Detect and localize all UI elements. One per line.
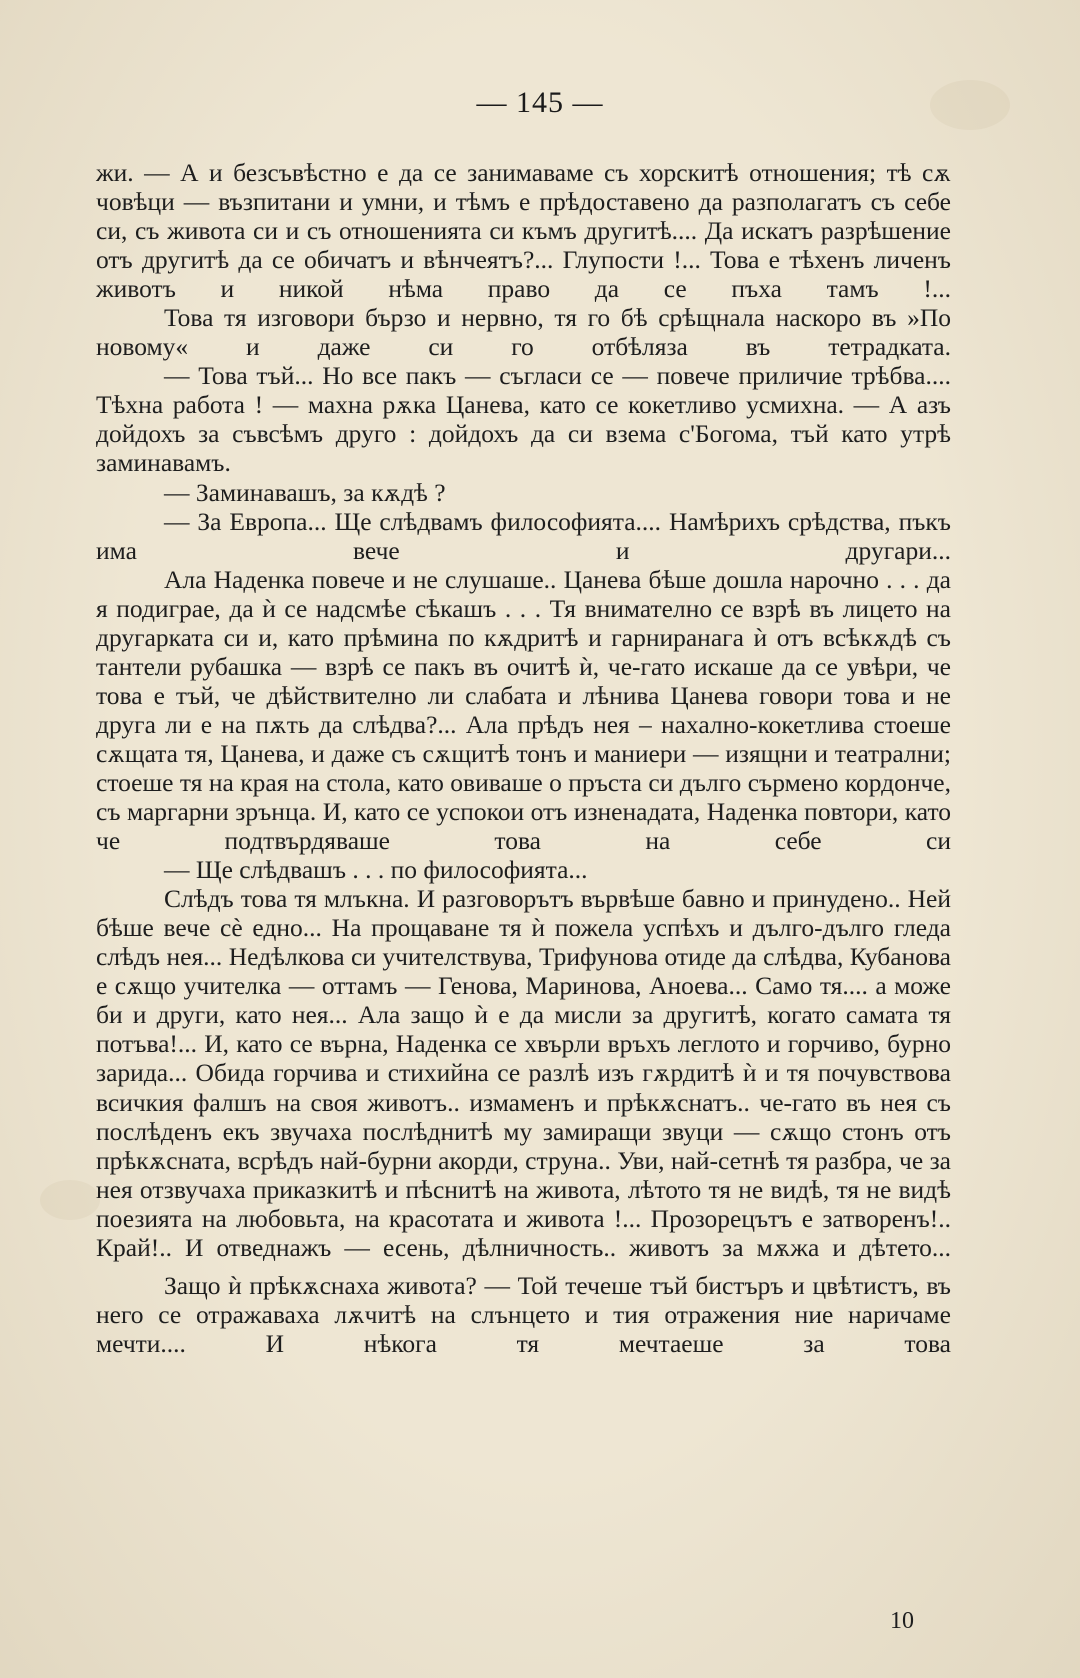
paragraph: Защо ѝ прѣкѫснаха живота? — Той течеше тъй бистъръ и цвѣтистъ, въ него се отражаваха лѫчитѣ на слънцето и тия отражения ние наричаме мечти.... И нѣкога тя мечтаеше за това	[96, 1270, 951, 1358]
paragraph: жи. — А и безсъвѣстно е да се занимаваме съ хорскитѣ отношения; тѣ сѫ човѣци — възпитани и умни, и тѣмъ е прѣдоставено да разполагатъ съ себе си, съ живота си и съ отношенията си къмъ другитѣ.... Да искатъ разрѣшение отъ другитѣ да се обичатъ и вѣнчеятъ?... Глупости !... Това е тѣхенъ личенъ животъ и никой нѣма право да се пъха тамъ !...	[96, 158, 951, 304]
paragraph: — Заминавашъ, за кѫдѣ ?	[164, 477, 446, 507]
paragraph: — Това тъй... Но все пакъ — съгласи се — повече приличие трѣбва.... Тѣхна работа ! — махна рѫка Цанева, като се кокетливо усмихна. — А азъ дойдохъ за съвсѣмъ друго : дойдохъ да си взема с'Богома, тъй като утрѣ заминавамъ.	[96, 361, 951, 478]
paper-stain	[40, 1180, 100, 1220]
paragraph: Това тя изговори бързо и нервно, тя го бѣ срѣщнала наскоро въ »По новому« и даже си го отбѣляза въ тетрадката.	[96, 303, 951, 362]
page-number: — 145 —	[476, 86, 604, 119]
paragraph: Ала Наденка повече и не слушаше.. Цанева бѣше дошла нарочно . . . да я подиграе, да ѝ се надсмѣе сѣкашъ . . . Тя внимателно се взрѣ въ лицето на другарката си и, като прѣмина по кѫдритѣ и гарниранага ѝ отъ всѣкѫдѣ съ тантели рубашка — взрѣ се пакъ въ очитѣ ѝ, че-гато искаше да се увѣри, че това е тъй, че дѣйствително ли слабата и лѣнива Цанева говори това и не друга ли е на пѫть да слѣдва?... Ала прѣдъ нея – нахално-кокетлива стоеше сѫщата тя, Цанева, и даже съ сѫщитѣ тонъ и маниери — изящни и театрални; стоеше тя на края на стола, като овиваше о пръста си дълго сърмено кордонче, съ маргарни зрънца. И, като се успокои отъ изненадата, Наденка повтори, като че подтвърдяваше това на себе си	[96, 564, 951, 856]
signature-mark: 10	[890, 1608, 914, 1634]
paragraph: — За Европа... Ще слѣдвамъ философията.... Намѣрихъ срѣдства, пъкъ има вече и другари...	[96, 506, 951, 565]
paragraph: Слѣдъ това тя млъкна. И разговорътъ вървѣше бавно и принудено.. Ней бѣше вече сѐ едно... На прощаване тя ѝ пожела успѣхъ и дълго-дълго гледа слѣдъ нея... Недѣлкова си учителствува, Трифунова отиде да слѣдва, Кубанова е сѫщо учителка — оттамъ — Генова, Маринова, Аноева... Само тя.... а може би и други, като нея... Ала защо ѝ е да мисли за другитѣ, когато самата тя потъва!... И, като се върна, Наденка се хвърли връхъ леглото и горчиво, бурно зарида... Обида горчива и стихийна се разлѣ изъ гѫрдитѣ ѝ и тя почувствова всичкия фалшъ на своя животъ.. измаменъ и прѣкѫснатъ.. че-гато въ нея съ послѣденъ екъ звучаха послѣднитѣ му замиращи звуци — сѫщо стонъ отъ прѣкѫсната, всрѣдъ най-бурни акорди, струна.. Уви, най-сетнѣ тя разбра, че за нея отзвучаха приказкитѣ и пѣснитѣ на живота, лѣтото тя не видѣ, тя не видѣ поезията на любовьта, на красотата и живота !... Прозорецътъ е затворенъ!.. Край!.. И отведнажъ — есень, дѣлничность.. животъ за мѫжа и дѣтето...	[96, 884, 951, 1262]
paragraph: — Ще слѣдвашъ . . . по философията...	[164, 855, 588, 885]
body-text	[96, 158, 951, 1358]
